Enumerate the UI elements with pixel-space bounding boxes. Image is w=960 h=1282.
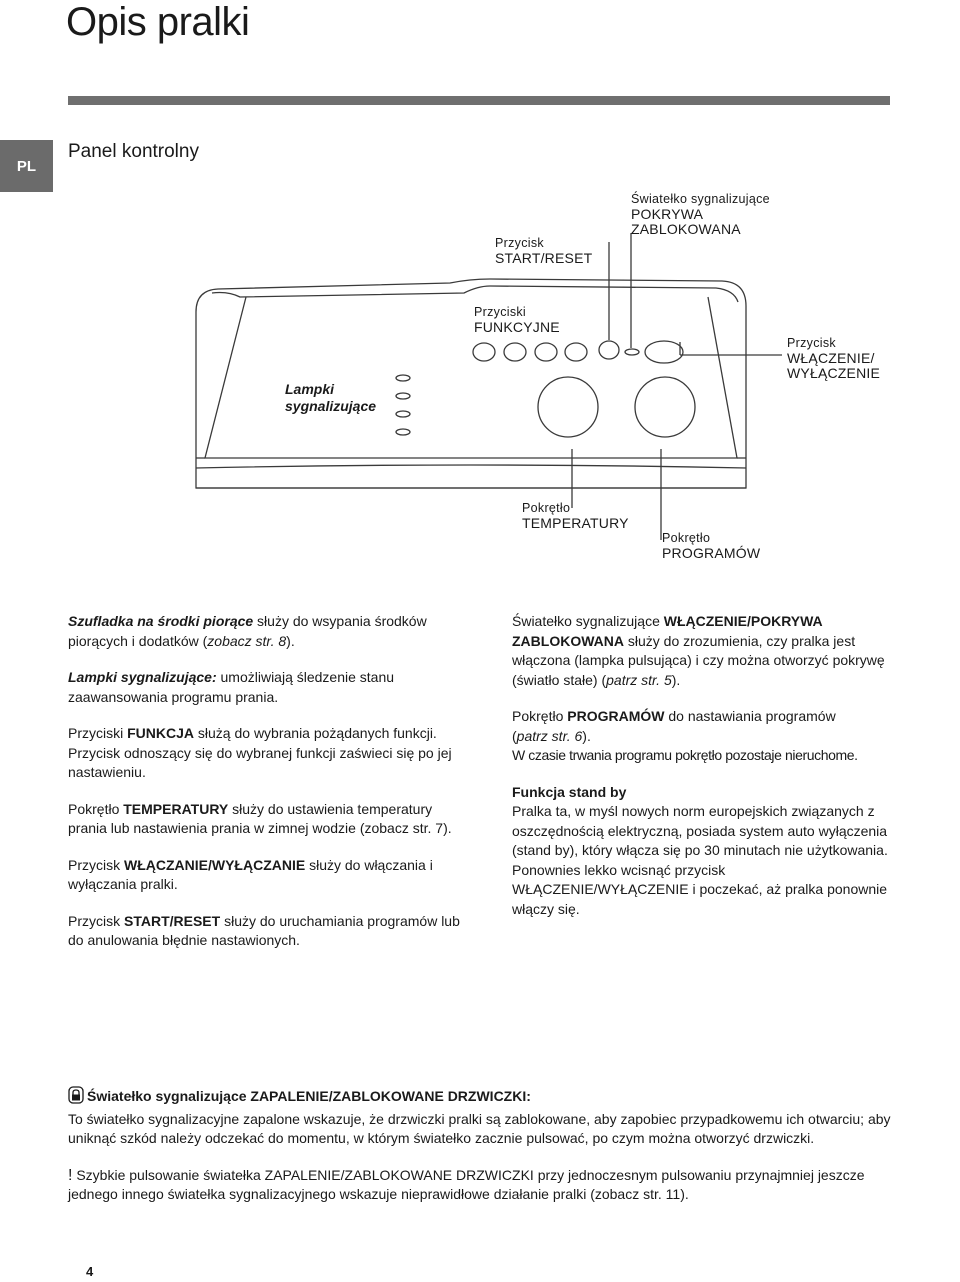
paragraph-lid-lamp: Światełko sygnalizujące WŁĄCZENIE/POKRYWA ZABLOKOWANA służy do zrozumienia, czy pralka jest włączona (lampka pulsująca) i czy można otworzyć pokrywę (światło stałe) (patrz str. 5).: [512, 613, 885, 688]
paragraph-power-button: Przycisk WŁĄCZANIE/WYŁĄCZANIE służy do włączania i wyłączania pralki.: [68, 856, 433, 892]
panel-bottom-edge: [196, 465, 746, 468]
label-function-buttons: Przyciski FUNKCYJNE: [474, 305, 560, 335]
lid-lock-lamp: [625, 349, 639, 355]
paragraph-standby: Funkcja stand by Pralka ta, w myśl nowych norm europejskich związanych z oszczędnością elektryczną, posiada system auto wyłączenia (stand by), który włącza się po 30 minutach nie użytkowania. Ponownies lekko wcisnąć przycisk WŁĄCZENIE/WYŁĄCZENIE i poczekać, aż pralka ponownie włączy się.: [512, 783, 888, 917]
label-program-knob: Pokrętło PROGRAMÓW: [662, 531, 761, 561]
temperature-knob: [538, 377, 598, 437]
left-column: [68, 612, 468, 968]
label-power-button: Przycisk WŁĄCZENIE/ WYŁĄCZENIE: [787, 336, 881, 381]
power-button: [645, 341, 683, 363]
label-lid-lamp: Światełko sygnalizujące POKRYWA ZABLOKOWANA: [631, 192, 770, 237]
paragraph-start-reset: Przycisk START/RESET służy do uruchamiania programów lub do anulowania błędnie nastawionych.: [68, 912, 460, 948]
function-button: [473, 343, 495, 361]
notice-warning: ! Szybkie pulsowanie światełka ZAPALENIE/ZABLOKOWANE DRZWICZKI przy jednoczesnym pulsowaniu przynajmniej jeszcze jednego innego światełka sygnalizacyjnego wskazuje nieprawidłowe działanie pralki (zobacz str. 11).: [68, 1166, 865, 1202]
lock-icon: [68, 1086, 84, 1110]
program-knob: [635, 377, 695, 437]
indicator-lamp: [396, 429, 410, 435]
paragraph-detergent-drawer: Szufladka na środki piorące służy do wsypania środków piorących i dodatków (zobacz str. 8).: [68, 613, 427, 649]
label-indicator-lamps: Lampki sygnalizujące: [285, 381, 377, 414]
notice-heading: Światełko sygnalizujące ZAPALENIE/ZABLOKOWANE DRZWICZKI:: [87, 1088, 531, 1104]
language-tab: PL: [0, 140, 53, 192]
page-title: Opis pralki: [66, 0, 250, 44]
paragraph-temperature-knob: Pokrętło TEMPERATURY służy do ustawienia temperatury prania lub nastawienia prania w zimnej wodzie (zobacz str. 7).: [68, 800, 452, 836]
paragraph-program-knob: Pokrętło PROGRAMÓW do nastawiania programów (patrz str. 6). W czasie trwania programu pokrętło pozostaje nieruchome.: [512, 708, 858, 763]
start-reset-button: [599, 341, 619, 359]
section-title: Panel kontrolny: [68, 141, 199, 162]
panel-top-bevel: [212, 286, 738, 302]
function-button: [535, 343, 557, 361]
indicator-lamp: [396, 393, 410, 399]
right-column: [512, 612, 897, 936]
label-start-reset: Przycisk START/RESET: [495, 236, 593, 266]
panel-outer-outline: [196, 279, 746, 488]
function-button: [565, 343, 587, 361]
paragraph-indicator-lamps: Lampki sygnalizujące: umożliwiają śledzenie stanu zaawansowania programu prania.: [68, 669, 395, 705]
paragraph-function-buttons: Przyciski FUNKCJA służą do wybrania pożądanych funkcji. Przycisk odnoszący się do wybranej funkcji zaświeci się po jej nastawieniu.: [68, 725, 452, 780]
warning-mark: !: [68, 1166, 73, 1184]
indicator-lamp: [396, 411, 410, 417]
function-button: [504, 343, 526, 361]
indicator-lamp: [396, 375, 410, 381]
notice-text: To światełko sygnalizacyjne zapalone wskazuje, że drzwiczki pralki są zablokowane, aby zapobiec przypadkowemu ich otwarciu; aby uniknąć szkód należy odczekać do momentu, w którym światełko zacznie pulsować, po czym można otworzyć drzwiczki.: [68, 1110, 891, 1146]
page-number: 4: [86, 1264, 94, 1279]
label-temperature-knob: Pokrętło TEMPERATURY: [522, 501, 629, 531]
door-lock-notice: [68, 1086, 898, 1205]
